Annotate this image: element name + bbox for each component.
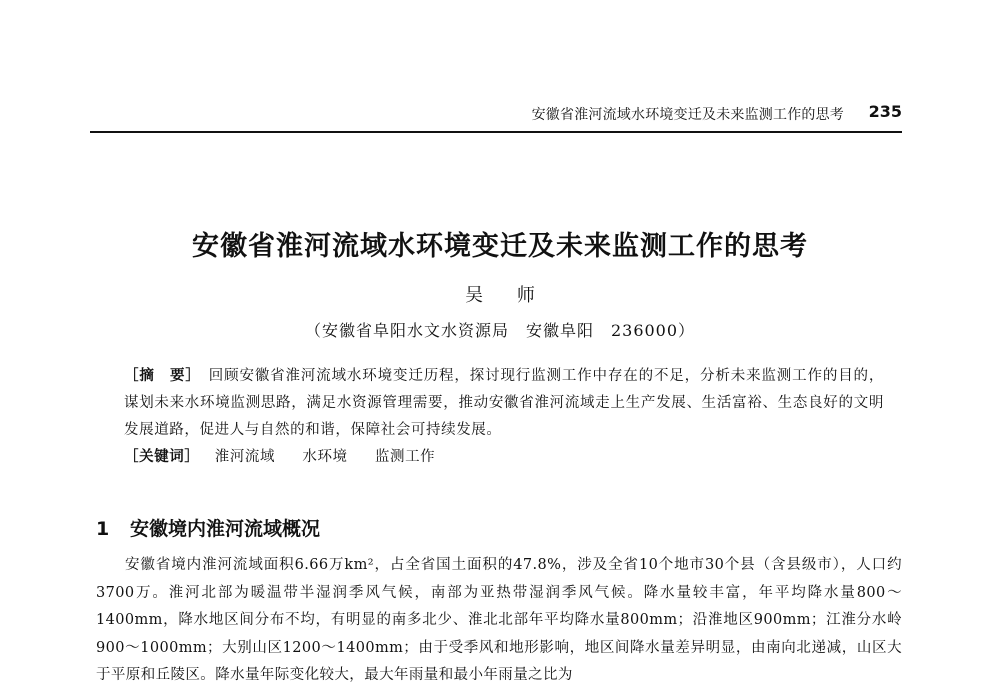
page-number: 235 (868, 102, 902, 121)
abstract-text: 回顾安徽省淮河流域水环境变迁历程，探讨现行监测工作中存在的不足，分析未来监测工作的目的，谋划未来水环境监测思路，满足水资源管理需要，推动安徽省淮河流域走上生产发展、生活富裕、生态良好的文明发展道路，促进人与自然的和谐，保障社会可持续发展。 (124, 368, 884, 438)
section-number: 1 (96, 518, 110, 540)
running-header (90, 102, 902, 126)
running-title: 安徽省淮河流域水环境变迁及未来监测工作的思考 (531, 107, 844, 123)
abstract-label: ［摘 要］ (124, 367, 201, 384)
author-name: 吴 师 (465, 285, 549, 306)
keyword-item: 水环境 (302, 449, 348, 465)
keyword-item: 淮河流域 (214, 449, 276, 465)
keywords (124, 443, 884, 471)
keywords-label: ［关键词］ (124, 448, 200, 465)
article-title: 安徽省淮河流域水环境变迁及未来监测工作的思考 (192, 231, 808, 262)
author-affiliation: （安徽省阜阳水文水资源局 安徽阜阳 236000） (304, 321, 696, 340)
abstract (124, 362, 884, 444)
header-rule (90, 131, 902, 133)
section-heading (96, 514, 796, 541)
section-title: 安徽境内淮河流域概况 (130, 518, 321, 540)
body-paragraph: 安徽省境内淮河流域面积6.66万km²，占全省国土面积的47.8%，涉及全省10个地市30个县（含县级市），人口约3700万。淮河北部为暖温带半湿润季风气候，南部为亚热带湿润季风气候。降水量较丰富，年平均降水量800～1400mm，降水地区间分布不均，有明显的南多北少、淮北北部年平均降水量800mm；沿淮地区900mm；江淮分水岭900～1000mm；大别山区1200～1400mm；由于受季风和地形影响，地区间降水量差异明显，由南向北递减，山区大于平原和丘陵区。降水量年际变化较大，最大年雨量和最小年雨量之比为 (96, 557, 902, 683)
keyword-item: 监测工作 (374, 449, 436, 465)
